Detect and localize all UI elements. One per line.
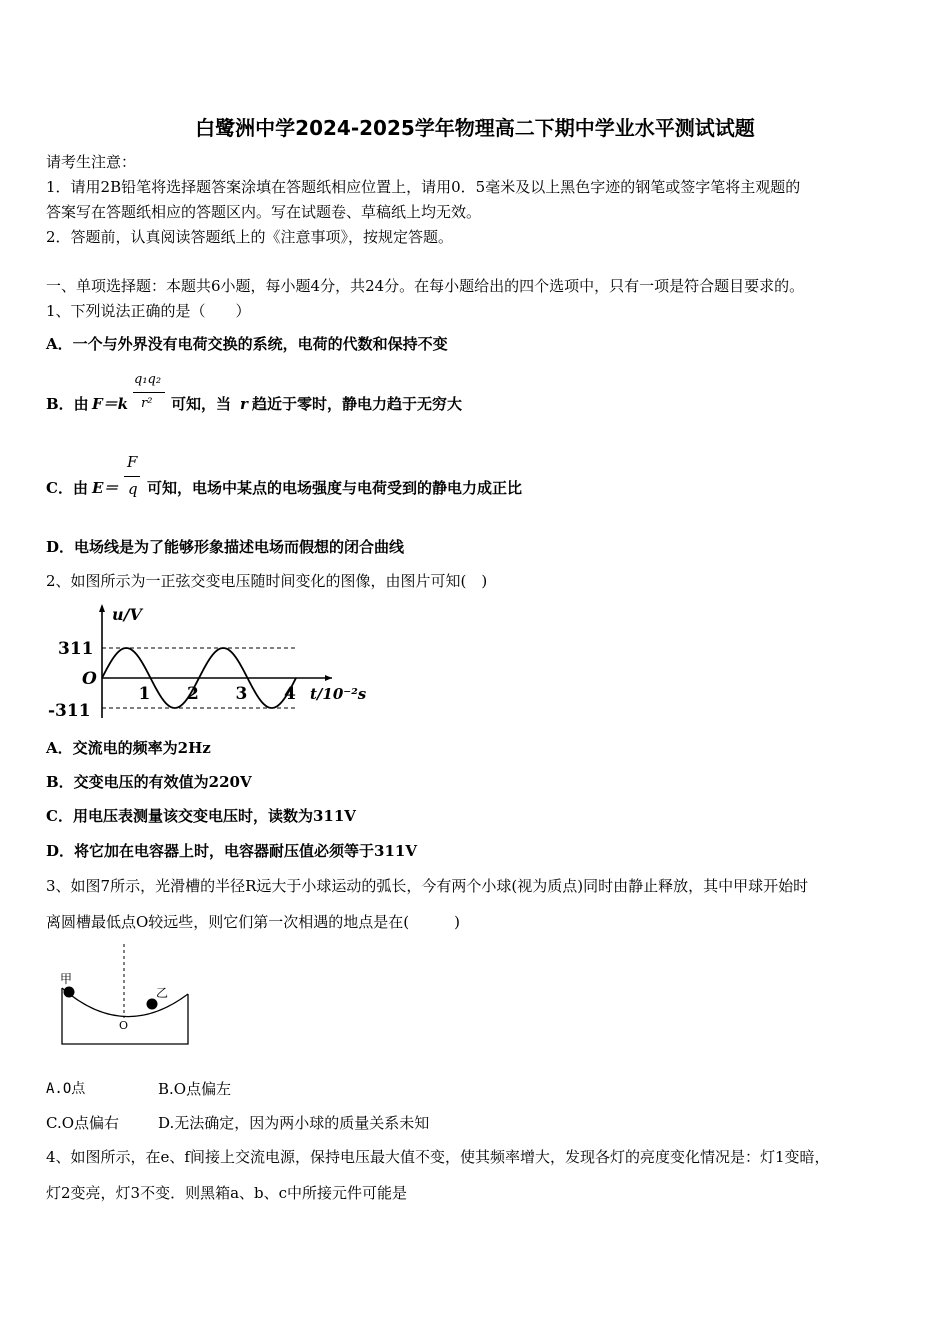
q3-stem-line-1: 3、如图7所示，光滑槽的半径R远大于小球运动的弧长，今有两个小球(视为质点)同时由静止释放，其中甲球开始时: [46, 877, 809, 895]
q3-ball-jia: [64, 987, 75, 998]
chart-x-tick-2: 2: [187, 684, 199, 704]
q1-option-c-prefix: C．由: [46, 479, 88, 497]
notice-heading: 请考生注意：: [46, 153, 137, 171]
q3-option-b: B.O点偏左: [158, 1080, 232, 1098]
notice-item-1-line-1: 1．请用2B铅笔将选择题答案涂填在答题纸相应位置上，请用0．5毫米及以上黑色字迹的钢笔或签字笔将主观题的: [46, 178, 801, 196]
q3-groove-arc: [62, 988, 188, 1017]
q1-option-d: D．电场线是为了能够形象描述电场而假想的闭合曲线: [46, 538, 405, 556]
q1-option-b-prefix: B．由: [46, 395, 89, 413]
q2-stem: 2、如图所示为一正弦交变电压随时间变化的图像，由图片可知( ): [46, 572, 488, 590]
q1-option-b-suffix-2: 趋近于零时，静电力趋于无穷大: [252, 395, 463, 413]
page-title: 白鹭洲中学2024-2025学年物理高二下期中学业水平测试试题: [195, 116, 755, 140]
chart-y-axis-arrow: [99, 604, 105, 612]
q2-option-c: C．用电压表测量该交变电压时，读数为311V: [46, 807, 356, 825]
chart-origin-label: O: [82, 669, 97, 689]
q2-sine-chart: [46, 602, 376, 724]
chart-y-axis-label: u/V: [112, 605, 142, 624]
q3-groove-figure: [52, 940, 197, 1050]
q1-option-c-fraction-bar: [124, 476, 140, 477]
chart-x-tick-3: 3: [235, 684, 248, 704]
chart-x-axis-label: t/10⁻²s: [310, 685, 367, 703]
q3-option-c: C.O点偏右: [46, 1114, 120, 1132]
q1-option-b-suffix-1: 可知，当: [171, 395, 232, 413]
q1-option-c-suffix: 可知，电场中某点的电场强度与电荷受到的静电力成正比: [147, 479, 523, 497]
q1-stem: 1、下列说法正确的是（ ）: [46, 302, 251, 320]
q4-stem-line-2: 灯2变亮，灯3不变．则黑箱a、b、c中所接元件可能是: [46, 1184, 408, 1202]
chart-x-tick-1: 1: [138, 684, 151, 704]
chart-y-tick-max: 311: [58, 639, 94, 659]
chart-y-tick-min: -311: [48, 701, 91, 721]
q3-label-o: O: [119, 1019, 129, 1032]
q1-option-b-numerator: q₁q₂: [134, 372, 162, 387]
chart-x-tick-4: 4: [284, 684, 296, 704]
q1-option-c-denominator: q: [128, 480, 138, 498]
q2-option-d: D．将它加在电容器上时，电容器耐压值必须等于311V: [46, 842, 417, 860]
q2-option-a: A．交流电的频率为2Hz: [46, 739, 211, 757]
q3-option-a: A.O点: [46, 1081, 86, 1097]
notice-item-1-line-2: 答案写在答题纸相应的答题区内。写在试题卷、草稿纸上均无效。: [46, 203, 482, 221]
q1-option-b-formula: F＝k: [92, 395, 129, 413]
q1-option-a: A．一个与外界没有电荷交换的系统，电荷的代数和保持不变: [46, 335, 448, 353]
q1-option-b-fraction-bar: [133, 392, 165, 393]
q3-option-d: D.无法确定，因为两小球的质量关系未知: [158, 1114, 430, 1132]
q3-ball-yi: [147, 999, 158, 1010]
q2-option-b: B．交变电压的有效值为220V: [46, 773, 252, 791]
notice-item-2: 2．答题前，认真阅读答题纸上的《注意事项》，按规定答题。: [46, 228, 454, 246]
q3-label-yi: 乙: [156, 986, 169, 1000]
q4-stem-line-1: 4、如图所示，在e、f间接上交流电源，保持电压最大值不变，使其频率增大，发现各灯的亮度变化情况是：灯1变暗，: [46, 1148, 830, 1166]
chart-x-axis-arrow: [325, 675, 332, 681]
section-heading: 一、单项选择题：本题共6小题，每小题4分，共24分。在每小题给出的四个选项中，只有一项是符合题目要求的。: [46, 277, 805, 295]
q1-option-c-formula: E＝: [92, 479, 119, 497]
q1-option-b-denominator: r²: [141, 396, 153, 411]
q3-stem-line-2: 离圆槽最低点O较远些，则它们第一次相遇的地点是在( ): [46, 913, 461, 931]
q1-option-b-var: r: [240, 395, 248, 413]
q3-label-jia: 甲: [60, 972, 73, 986]
q1-option-c-numerator: F: [127, 453, 138, 471]
